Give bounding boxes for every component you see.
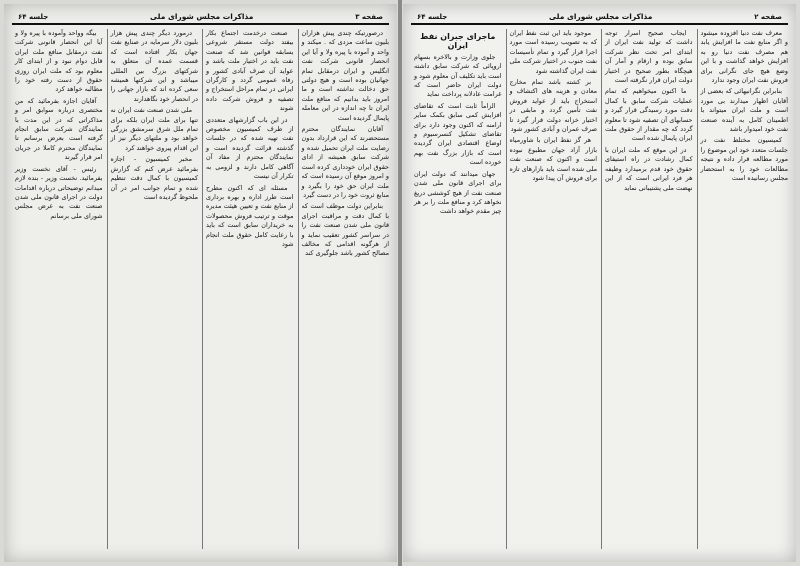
- publication-title: مذاکرات مجلس شورای ملی: [150, 12, 254, 21]
- text-column: [411, 29, 502, 549]
- text-column: [697, 29, 789, 549]
- publication-title: مذاکرات مجلس شورای ملی: [549, 12, 653, 21]
- paragraph: آقایان اجازه بفرمائید که من مختصری درباره سوابق امر و مذاکراتی که در این مدت با نمایندگان شرکت سابق انجام گرفته است بعرض برسانم تا نمایندگان محترم کاملا در جریان امر قرار گیرند: [15, 96, 103, 162]
- paragraph: در این باب گزارشهای متعددی از طرف کمیسیون مخصوص نفت تهیه شده که در جلسات گذشته قرائت گردیده است و نمایندگان محترم از مفاد آن آگاهی کامل دارند و لزومی به تکرار آن نیست: [206, 115, 294, 181]
- page-left: [4, 4, 397, 562]
- text-columns: [12, 29, 389, 549]
- paragraph: ایجاب صحیح اسرار توجه داشت که تولید نفت ایران از ابتدای امر تحت نظر شرکت سابق بوده و ارقام و آمار آن هیچگاه بطور صحیح در اختیار دولت ایران قرار نگرفته است: [605, 29, 693, 85]
- paragraph: آقایان نمایندگان محترم مستحضرند که این قرارداد بدون رضایت ملت ایران تحمیل شده و شرکت سابق همیشه از ادای حقوق ایران خودداری کرده است و امروز موقع آن رسیده است که ملت ایران حق خود را بگیرد و منابع ثروت خود را در دست گیرد: [301, 125, 389, 199]
- paragraph: الزاماً ثابت است که تقاضای افزایش کمی سابق بکمک سایر ارامنه که اکنون وجود دارد برای تقاضای تشکیل کنسرسیوم و اوضاع اقتصادی ایران گردیده است که بازار بزرگ نفت بهم خورده است: [414, 101, 502, 167]
- page-number: صفحه ۲: [754, 13, 782, 21]
- paragraph: هر گز نفط ایران با شاورمیاه بازار آزاد جهان مطبوع نبوده است و اکنون که صنعت نفت ملی شده است باید بازارهای تازه برای فروش آن پیدا شود: [509, 136, 597, 183]
- paragraph: مخبر کمیسیون - اجازه بفرمائید عرض کنم که گزارش کمیسیون با کمال دقت تنظیم شده و تمام جوانب امر در آن ملحوظ گردیده است: [110, 155, 198, 201]
- paragraph: بنابراین نگرانیهائی که بعضی از آقایان اظهار میدارند بی مورد است و ملت ایران میتواند با اطمینان کامل به آینده صنعت نفت خود امیدوار باشد: [700, 87, 788, 134]
- paragraph: در این موقع که ملت ایران با کمال رشادت در راه استیفای حقوق خود قدم برمیدارد وظیفه هر فرد ایرانی است که از این نهضت ملی پشتیبانی نماید: [605, 145, 693, 192]
- paragraph: کمیسیون مختلط نفت در جلسات متعدد خود این موضوع را مورد مطالعه قرار داده و نتیجه مطالعات خود را به استحضار مجلس رسانیده است: [700, 136, 788, 183]
- paragraph: درمورد دیگر چندی پیش هزار بلیون دلار سرمایه در صنایع نفت جهان بکار افتاده است که قسمت عمده آن متعلق به شرکتهای بزرگ بین المللی میباشد و این شرکتها همیشه سعی کرده اند که بازار جهانی را در انحصار خود نگاهدارند: [110, 29, 198, 103]
- paragraph: صنعت درخدمت اجتماع بکار بیفتد دولت مستقر شروعی بسابقه قوانین شد که صنعت نفت باید در اختیار ملت باشد و عواید آن صرف آبادی کشور و رفاه عمومی گردد و کارگران ایرانی در تمام مراحل استخراج و تصفیه و فروش شرکت داده شوند: [206, 29, 294, 113]
- paragraph: معرف نفت دنیا افزوده میشود و اگر منابع نفت ما افزایش یابد هم مصرف نفت دنیا رو به افزایش خواهد گذاشت و با این وضع هیچ جای نگرانی برای فروش نفت ایران وجود ندارد: [700, 29, 788, 85]
- paragraph: بنابراین دولت موظف است که با کمال دقت و مراقبت اجرای قانون ملی شدن صنعت نفت را در سراسر کشور تعقیب نماید و از هرگونه اقدامی که مخالف مصالح کشور باشد جلوگیری کند: [301, 202, 389, 258]
- session-number: جلسه ۶۴: [417, 13, 448, 21]
- paragraph: بر کشته باشد تمام مخارج معادن و هزینه های اکتشاف و استخراج باید از عواید فروش نفت تأمین گردد و مابقی در اختیار خزانه دولت قرار گیرد تا صرف عمران و آبادی کشور شود: [509, 78, 597, 134]
- paragraph: موجود باید این ثبت نفط ایران که به تصویب رسیده است مورد اجرا قرار گیرد و تمام تأسیسات نفت جنوب در اختیار شرکت ملی نفت ایران گذاشته شود: [509, 29, 597, 75]
- page-right: [403, 4, 796, 562]
- page-number: صفحه ۳: [355, 13, 383, 21]
- paragraph: بیگه وواحد وآموده با پیره ولا و آیا این انحصار قانونی شرکت نفت درمقابل منافع ملت ایران قابل دوام نبود و از ابتدای کار معلوم بود که ملت ایران روزی حقوق از دست رفته خود را مطالبه خواهد کرد: [15, 29, 103, 94]
- session-number: جلسه ۶۴: [18, 13, 49, 21]
- paragraph: رئیس - آقای نخست وزیر بفرمائید. نخست وزیر - بنده لازم میدانم توضیحاتی درباره اقدامات دولت در اجرای قانون ملی شدن صنعت نفت به عرض مجلس شورای ملی برسانم: [15, 164, 103, 220]
- paragraph: ما اکنون میخواهیم که تمام عملیات شرکت سابق با کمال دقت مورد رسیدگی قرار گیرد و حسابهای آن تصفیه شود تا معلوم گردد که چه مقدار از حقوق ملت ایران پایمال شده است: [605, 87, 693, 143]
- paragraph: جلوی وزارت و بالاخره بسهام اروپائی که شرکت سابق داشته است باید تکلیف آن معلوم شود و دولت ایران حاضر است که غرامت عادلانه پرداخت نماید: [414, 52, 502, 99]
- page-gutter: [398, 0, 402, 566]
- paragraph: مسئله ای که اکنون مطرح است طرز اداره و بهره برداری از منابع نفت و تعیین هیئت مدیره موقت و ترتیب فروش محصولات به خریداران سابق است که باید با رعایت کامل حقوق ملت انجام شود: [206, 183, 294, 248]
- text-column: [202, 29, 294, 549]
- text-column: [12, 29, 103, 549]
- page-header: [12, 12, 389, 25]
- text-columns: [411, 29, 788, 549]
- paragraph: درصورتیکه چندی پیش هزاران بلیون ساعت مزدی که . میکند و واحد و آموده با پیره ولا و آیا این انحصار قانونی شرکت نفت انگلیس و ایران درمقابل تمام جهانیان بوده است و هیچ دولتی حق دخالت نداشته است و ما امروز باید بدانیم که منافع ملت ایران تا چه اندازه در این معامله پایمال گردیده است: [301, 29, 389, 122]
- text-column: [298, 29, 390, 549]
- paragraph: ملی شدن صنعت نفت ایران نه تنها برای ملت ایران بلکه برای تمام ملل شرق سرمشق بزرگی خواهد بود و ملتهای دیگر نیز از این اقدام پیروی خواهند کرد: [110, 106, 198, 152]
- text-column: [506, 29, 598, 549]
- section-heading: ماجرای جبران نفط ایران: [420, 32, 496, 51]
- page-header: [411, 12, 788, 25]
- text-column: [107, 29, 199, 549]
- paragraph: جهان میدانند که دولت ایران برای اجرای قانون ملی شدن صنعت نفت از هیچ کوششی دریغ نخواهد کرد و منافع ملت را بر هر چیز مقدم خواهد داشت: [414, 169, 502, 216]
- text-column: [601, 29, 693, 549]
